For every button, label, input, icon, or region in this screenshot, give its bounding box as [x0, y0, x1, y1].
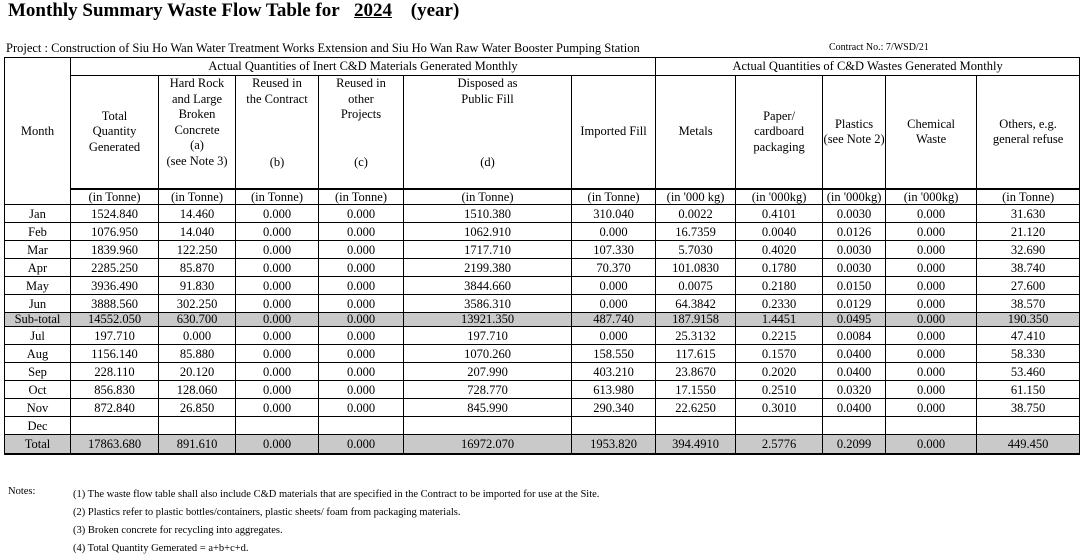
- table-row: [5, 381, 1080, 399]
- contract-number: Contract No.: 7/WSD/21: [829, 42, 929, 53]
- value-cell: 3888.560: [71, 295, 159, 313]
- month-cell: Dec: [5, 417, 71, 435]
- value-cell: 0.000: [886, 295, 977, 313]
- value-cell: 0.000: [572, 327, 656, 345]
- month-header: Month: [5, 58, 71, 205]
- paper-header: Paper/ cardboard packaging: [736, 76, 823, 190]
- value-cell: 1510.380: [404, 205, 572, 223]
- value-cell: 16972.070: [404, 435, 572, 455]
- value-cell: 91.830: [159, 277, 236, 295]
- value-cell: 0.000: [886, 345, 977, 363]
- value-cell: 0.2510: [736, 381, 823, 399]
- value-cell: 1839.960: [71, 241, 159, 259]
- value-cell: 17.1550: [656, 381, 736, 399]
- value-cell: 14.460: [159, 205, 236, 223]
- value-cell: 0.000: [236, 327, 319, 345]
- unit-cell: (in Tonne): [71, 189, 159, 205]
- total-row: [5, 435, 1080, 455]
- value-cell: 0.0495: [823, 313, 886, 327]
- wastes-group-header: Actual Quantities of C&D Wastes Generated Monthly: [656, 58, 1080, 76]
- value-cell: 61.150: [977, 381, 1080, 399]
- value-cell: 25.3132: [656, 327, 736, 345]
- month-cell: May: [5, 277, 71, 295]
- notes-label: Notes:: [8, 486, 36, 497]
- title-suffix: (year): [410, 0, 460, 21]
- value-cell: 2.5776: [736, 435, 823, 455]
- value-cell: 0.000: [319, 399, 404, 417]
- table-row: [5, 223, 1080, 241]
- note-item: (1) The waste flow table shall also include C&D materials that are specified in the Contract to be imported for use at the Site.: [73, 489, 600, 500]
- month-cell: Aug: [5, 345, 71, 363]
- value-cell: 58.330: [977, 345, 1080, 363]
- value-cell: 0.0400: [823, 345, 886, 363]
- value-cell: 0.000: [886, 381, 977, 399]
- value-cell: 13921.350: [404, 313, 572, 327]
- unit-cell: (in Tonne): [159, 189, 236, 205]
- value-cell: 0.000: [319, 205, 404, 223]
- value-cell: 0.2099: [823, 435, 886, 455]
- month-cell: Apr: [5, 259, 71, 277]
- unit-cell: (in '000 kg): [656, 189, 736, 205]
- value-cell: 1156.140: [71, 345, 159, 363]
- value-cell: 0.2020: [736, 363, 823, 381]
- value-cell: [886, 417, 977, 435]
- value-cell: 0.3010: [736, 399, 823, 417]
- value-cell: 47.410: [977, 327, 1080, 345]
- value-cell: 0.000: [319, 241, 404, 259]
- table-row: [5, 417, 1080, 435]
- table-row: [5, 295, 1080, 313]
- value-cell: 0.0030: [823, 241, 886, 259]
- month-cell: Jun: [5, 295, 71, 313]
- value-cell: 394.4910: [656, 435, 736, 455]
- value-cell: 0.0129: [823, 295, 886, 313]
- value-cell: 0.000: [886, 259, 977, 277]
- value-cell: [159, 417, 236, 435]
- table-row: [5, 327, 1080, 345]
- value-cell: 64.3842: [656, 295, 736, 313]
- value-cell: [404, 417, 572, 435]
- value-cell: [71, 417, 159, 435]
- value-cell: 0.0040: [736, 223, 823, 241]
- value-cell: 0.000: [159, 327, 236, 345]
- table-row: [5, 363, 1080, 381]
- value-cell: 0.000: [236, 345, 319, 363]
- value-cell: 0.1780: [736, 259, 823, 277]
- value-cell: 1076.950: [71, 223, 159, 241]
- value-cell: 22.6250: [656, 399, 736, 417]
- value-cell: 14552.050: [71, 313, 159, 327]
- table-row: [5, 241, 1080, 259]
- table-row: [5, 277, 1080, 295]
- value-cell: 0.000: [886, 205, 977, 223]
- value-cell: 630.700: [159, 313, 236, 327]
- value-cell: [656, 417, 736, 435]
- value-cell: 0.000: [886, 313, 977, 327]
- value-cell: 0.000: [572, 295, 656, 313]
- value-cell: 0.000: [319, 327, 404, 345]
- value-cell: 290.340: [572, 399, 656, 417]
- value-cell: 0.000: [236, 381, 319, 399]
- value-cell: 449.450: [977, 435, 1080, 455]
- value-cell: 0.000: [319, 435, 404, 455]
- value-cell: 5.7030: [656, 241, 736, 259]
- value-cell: 0.000: [886, 363, 977, 381]
- table-row: [5, 345, 1080, 363]
- value-cell: 0.0030: [823, 205, 886, 223]
- title-prefix: Monthly Summary Waste Flow Table for: [8, 0, 340, 21]
- inert-group-header: Actual Quantities of Inert C&D Materials Generated Monthly: [71, 58, 656, 76]
- reused-contract-header: Reused in the Contract (b): [236, 76, 319, 190]
- title-year: 2024: [354, 0, 393, 21]
- value-cell: 0.0126: [823, 223, 886, 241]
- imported-fill-header: Imported Fill: [572, 76, 656, 190]
- value-cell: [572, 417, 656, 435]
- value-cell: 0.000: [319, 259, 404, 277]
- value-cell: 128.060: [159, 381, 236, 399]
- value-cell: 0.0084: [823, 327, 886, 345]
- value-cell: 31.630: [977, 205, 1080, 223]
- value-cell: 107.330: [572, 241, 656, 259]
- table-row: [5, 259, 1080, 277]
- subtotal-row: [5, 313, 1080, 327]
- value-cell: 0.000: [236, 313, 319, 327]
- value-cell: [319, 417, 404, 435]
- value-cell: 0.000: [319, 295, 404, 313]
- unit-cell: (in Tonne): [572, 189, 656, 205]
- others-header: Others, e.g. general refuse: [977, 76, 1080, 190]
- value-cell: 23.8670: [656, 363, 736, 381]
- metals-header: Metals: [656, 76, 736, 190]
- value-cell: 0.2330: [736, 295, 823, 313]
- value-cell: 0.000: [886, 435, 977, 455]
- value-cell: 158.550: [572, 345, 656, 363]
- value-cell: 197.710: [404, 327, 572, 345]
- unit-cell: (in '000kg): [823, 189, 886, 205]
- value-cell: 14.040: [159, 223, 236, 241]
- value-cell: 856.830: [71, 381, 159, 399]
- value-cell: 0.0075: [656, 277, 736, 295]
- waste-flow-table: [4, 57, 1080, 455]
- value-cell: 0.4101: [736, 205, 823, 223]
- month-cell: Mar: [5, 241, 71, 259]
- value-cell: 0.000: [886, 277, 977, 295]
- value-cell: 0.000: [572, 277, 656, 295]
- month-cell: Sep: [5, 363, 71, 381]
- value-cell: 0.000: [319, 363, 404, 381]
- value-cell: 101.0830: [656, 259, 736, 277]
- value-cell: 0.000: [236, 259, 319, 277]
- month-cell: Sub-total: [5, 313, 71, 327]
- value-cell: 2199.380: [404, 259, 572, 277]
- value-cell: 197.710: [71, 327, 159, 345]
- value-cell: 228.110: [71, 363, 159, 381]
- value-cell: 0.0320: [823, 381, 886, 399]
- unit-cell: (in '000kg): [736, 189, 823, 205]
- value-cell: 53.460: [977, 363, 1080, 381]
- value-cell: 0.2215: [736, 327, 823, 345]
- value-cell: 38.570: [977, 295, 1080, 313]
- value-cell: 845.990: [404, 399, 572, 417]
- value-cell: 38.750: [977, 399, 1080, 417]
- month-cell: Nov: [5, 399, 71, 417]
- value-cell: 891.610: [159, 435, 236, 455]
- value-cell: 0.0022: [656, 205, 736, 223]
- public-fill-header: Disposed as Public Fill (d): [404, 76, 572, 190]
- unit-row: [5, 189, 1080, 205]
- month-cell: Total: [5, 435, 71, 455]
- hard-rock-header: Hard Rock and Large Broken Concrete (a) (see Note 3): [159, 76, 236, 190]
- value-cell: 27.600: [977, 277, 1080, 295]
- table-body: [5, 205, 1080, 455]
- value-cell: 0.000: [236, 435, 319, 455]
- unit-cell: (in Tonne): [404, 189, 572, 205]
- value-cell: 17863.680: [71, 435, 159, 455]
- value-cell: 122.250: [159, 241, 236, 259]
- month-cell: Feb: [5, 223, 71, 241]
- value-cell: 0.000: [319, 313, 404, 327]
- value-cell: [736, 417, 823, 435]
- value-cell: 16.7359: [656, 223, 736, 241]
- month-cell: Jul: [5, 327, 71, 345]
- value-cell: 0.0400: [823, 399, 886, 417]
- value-cell: 0.000: [236, 363, 319, 381]
- value-cell: 85.870: [159, 259, 236, 277]
- value-cell: [823, 417, 886, 435]
- value-cell: 190.350: [977, 313, 1080, 327]
- value-cell: 0.000: [236, 205, 319, 223]
- unit-cell: (in Tonne): [236, 189, 319, 205]
- value-cell: 310.040: [572, 205, 656, 223]
- value-cell: 0.000: [236, 399, 319, 417]
- table-row: [5, 205, 1080, 223]
- notes-list: [73, 486, 599, 558]
- value-cell: 0.4020: [736, 241, 823, 259]
- value-cell: 85.880: [159, 345, 236, 363]
- value-cell: 207.990: [404, 363, 572, 381]
- value-cell: 0.0400: [823, 363, 886, 381]
- value-cell: 0.000: [886, 241, 977, 259]
- month-cell: Jan: [5, 205, 71, 223]
- chemical-waste-header: Chemical Waste: [886, 76, 977, 190]
- value-cell: 728.770: [404, 381, 572, 399]
- value-cell: 0.000: [886, 399, 977, 417]
- value-cell: 0.0150: [823, 277, 886, 295]
- value-cell: 1070.260: [404, 345, 572, 363]
- value-cell: 0.000: [886, 223, 977, 241]
- value-cell: 0.000: [319, 277, 404, 295]
- value-cell: 2285.250: [71, 259, 159, 277]
- value-cell: 1.4451: [736, 313, 823, 327]
- value-cell: 302.250: [159, 295, 236, 313]
- value-cell: 487.740: [572, 313, 656, 327]
- total-quantity-header: Total Quantity Generated: [71, 76, 159, 190]
- value-cell: 0.000: [236, 241, 319, 259]
- project-line: Project : Construction of Siu Ho Wan Water Treatment Works Extension and Siu Ho Wan Raw Water Booster Pumping Station: [6, 41, 640, 55]
- value-cell: 0.000: [886, 327, 977, 345]
- reused-other-header: Reused in other Projects (c): [319, 76, 404, 190]
- value-cell: 0.000: [236, 223, 319, 241]
- page-title: [8, 0, 459, 22]
- value-cell: 26.850: [159, 399, 236, 417]
- value-cell: 1524.840: [71, 205, 159, 223]
- value-cell: 0.000: [572, 223, 656, 241]
- value-cell: 0.000: [319, 345, 404, 363]
- table-row: [5, 399, 1080, 417]
- value-cell: 70.370: [572, 259, 656, 277]
- value-cell: 0.2180: [736, 277, 823, 295]
- unit-cell: (in '000kg): [886, 189, 977, 205]
- value-cell: 1062.910: [404, 223, 572, 241]
- value-cell: 3936.490: [71, 277, 159, 295]
- value-cell: 1953.820: [572, 435, 656, 455]
- plastics-header: Plastics (see Note 2): [823, 76, 886, 190]
- value-cell: 21.120: [977, 223, 1080, 241]
- value-cell: 32.690: [977, 241, 1080, 259]
- note-item: (3) Broken concrete for recycling into aggregates.: [73, 525, 283, 536]
- value-cell: 613.980: [572, 381, 656, 399]
- value-cell: 403.210: [572, 363, 656, 381]
- value-cell: 1717.710: [404, 241, 572, 259]
- value-cell: 117.615: [656, 345, 736, 363]
- value-cell: 0.1570: [736, 345, 823, 363]
- unit-cell: (in Tonne): [319, 189, 404, 205]
- value-cell: [977, 417, 1080, 435]
- value-cell: 0.000: [236, 277, 319, 295]
- value-cell: 872.840: [71, 399, 159, 417]
- value-cell: 187.9158: [656, 313, 736, 327]
- value-cell: 3586.310: [404, 295, 572, 313]
- note-item: (4) Total Quantity Gemerated = a+b+c+d.: [73, 543, 249, 554]
- value-cell: 3844.660: [404, 277, 572, 295]
- unit-cell: (in Tonne): [977, 189, 1080, 205]
- value-cell: 0.000: [236, 295, 319, 313]
- month-cell: Oct: [5, 381, 71, 399]
- value-cell: 0.000: [319, 223, 404, 241]
- value-cell: 0.000: [319, 381, 404, 399]
- value-cell: 0.0030: [823, 259, 886, 277]
- value-cell: 38.740: [977, 259, 1080, 277]
- value-cell: [236, 417, 319, 435]
- value-cell: 20.120: [159, 363, 236, 381]
- note-item: (2) Plastics refer to plastic bottles/containers, plastic sheets/ foam from packaging materials.: [73, 507, 461, 518]
